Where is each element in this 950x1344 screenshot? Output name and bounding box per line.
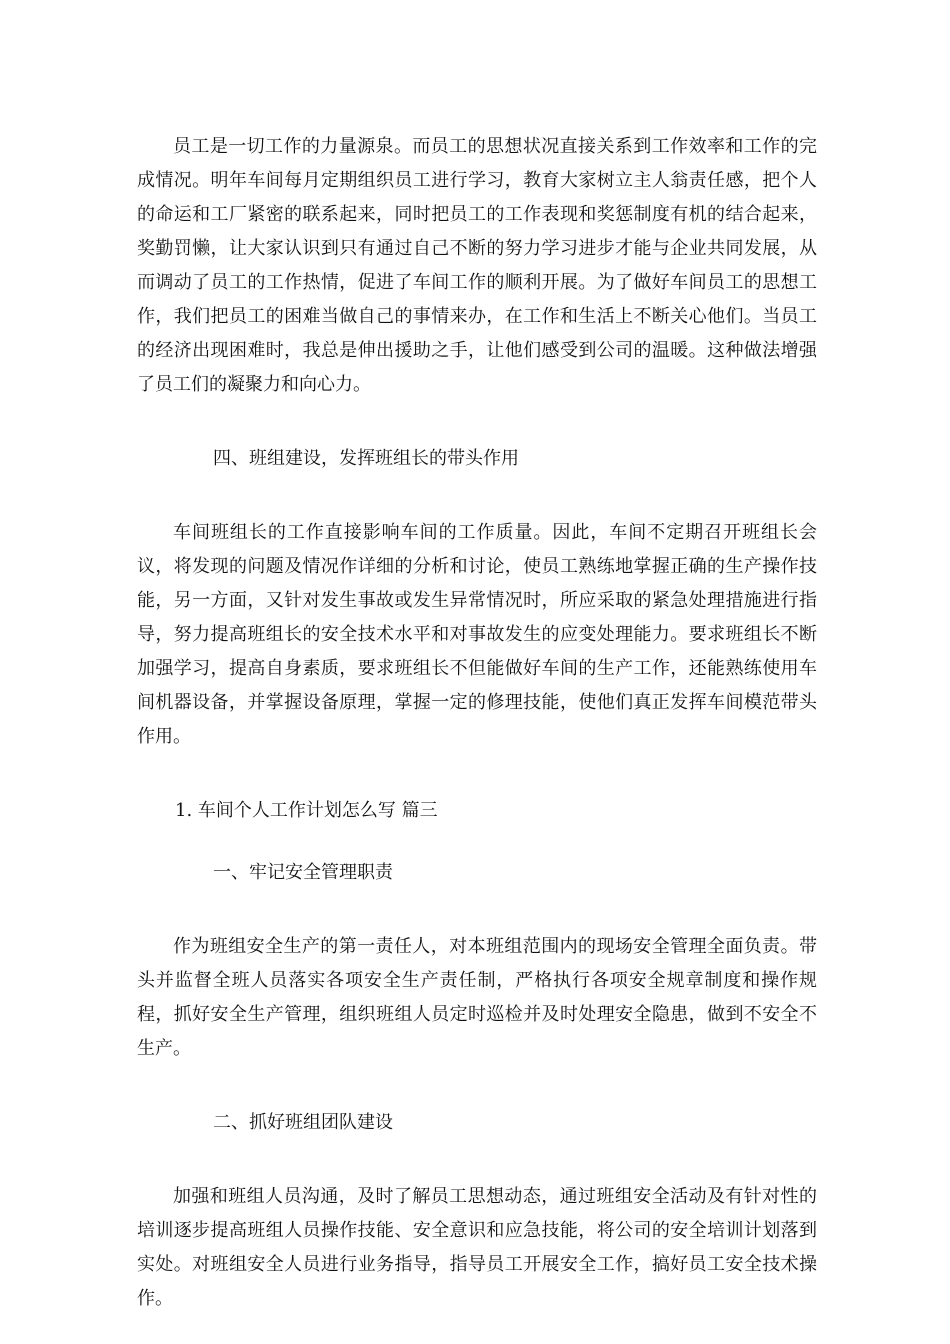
paragraph-team-construction: 加强和班组人员沟通，及时了解员工思想动态，通过班组安全活动及有针对性的培训逐步提高班组人员操作技能、安全意识和应急技能，将公司的安全培训计划落到实处。对班组安全人员进行业务指导，指导员工开展安全工作，搞好员工安全技术操作。	[137, 1186, 817, 1309]
heading-team-construction: 二、抓好班组团队建设	[213, 1112, 393, 1133]
spacer	[137, 1140, 817, 1180]
heading-team-building: 四、班组建设，发挥班组长的带头作用	[213, 448, 519, 469]
spacer	[137, 890, 817, 930]
paragraph-safety-duty: 作为班组安全生产的第一责任人，对本班组范围内的现场安全管理全面负责。带头并监督全班人员落实各项安全生产责任制，严格执行各项安全规章制度和操作规程，抓好安全生产管理，组织班组人员定时巡检并及时处理安全隐患，做到不安全不生产。	[137, 936, 817, 1059]
spacer	[137, 754, 817, 794]
section-title: 1. 车间个人工作计划怎么写 篇三	[175, 800, 438, 821]
paragraph-team-leader: 车间班组长的工作直接影响车间的工作质量。因此，车间不定期召开班组长会议，将发现的问题及情况作详细的分析和讨论，使员工熟练地掌握正确的生产操作技能，另一方面，又针对发生事故或发生异常情况时，所应采取的紧急处理措施进行指导，努力提高班组长的安全技术水平和对事故发生的应变处理能力。要求班组长不断加强学习，提高自身素质，要求班组长不但能做好车间的生产工作，还能熟练使用车间机器设备，并掌握设备原理，掌握一定的修理技能，使他们真正发挥车间模范带头作用。	[137, 522, 817, 747]
paragraph-employee-morale: 员工是一切工作的力量源泉。而员工的思想状况直接关系到工作效率和工作的完成情况。明年车间每月定期组织员工进行学习，教育大家树立主人翁责任感，把个人的命运和工厂紧密的联系起来，同时把员工的工作表现和奖惩制度有机的结合起来，奖勤罚懒，让大家认识到只有通过自己不断的努力学习进步才能与企业共同发展，从而调动了员工的工作热情，促进了车间工作的顺利开展。为了做好车间员工的思想工作，我们把员工的困难当做自己的事情来办，在工作和生活上不断关心他们。当员工的经济出现困难时，我总是伸出援助之手，让他们感受到公司的温暖。这种做法增强了员工们的凝聚力和向心力。	[137, 136, 817, 395]
spacer	[137, 402, 817, 442]
heading-safety-duty: 一、牢记安全管理职责	[213, 862, 393, 883]
spacer	[137, 476, 817, 516]
document-page	[137, 130, 817, 1316]
spacer	[137, 828, 817, 856]
spacer	[137, 1066, 817, 1106]
